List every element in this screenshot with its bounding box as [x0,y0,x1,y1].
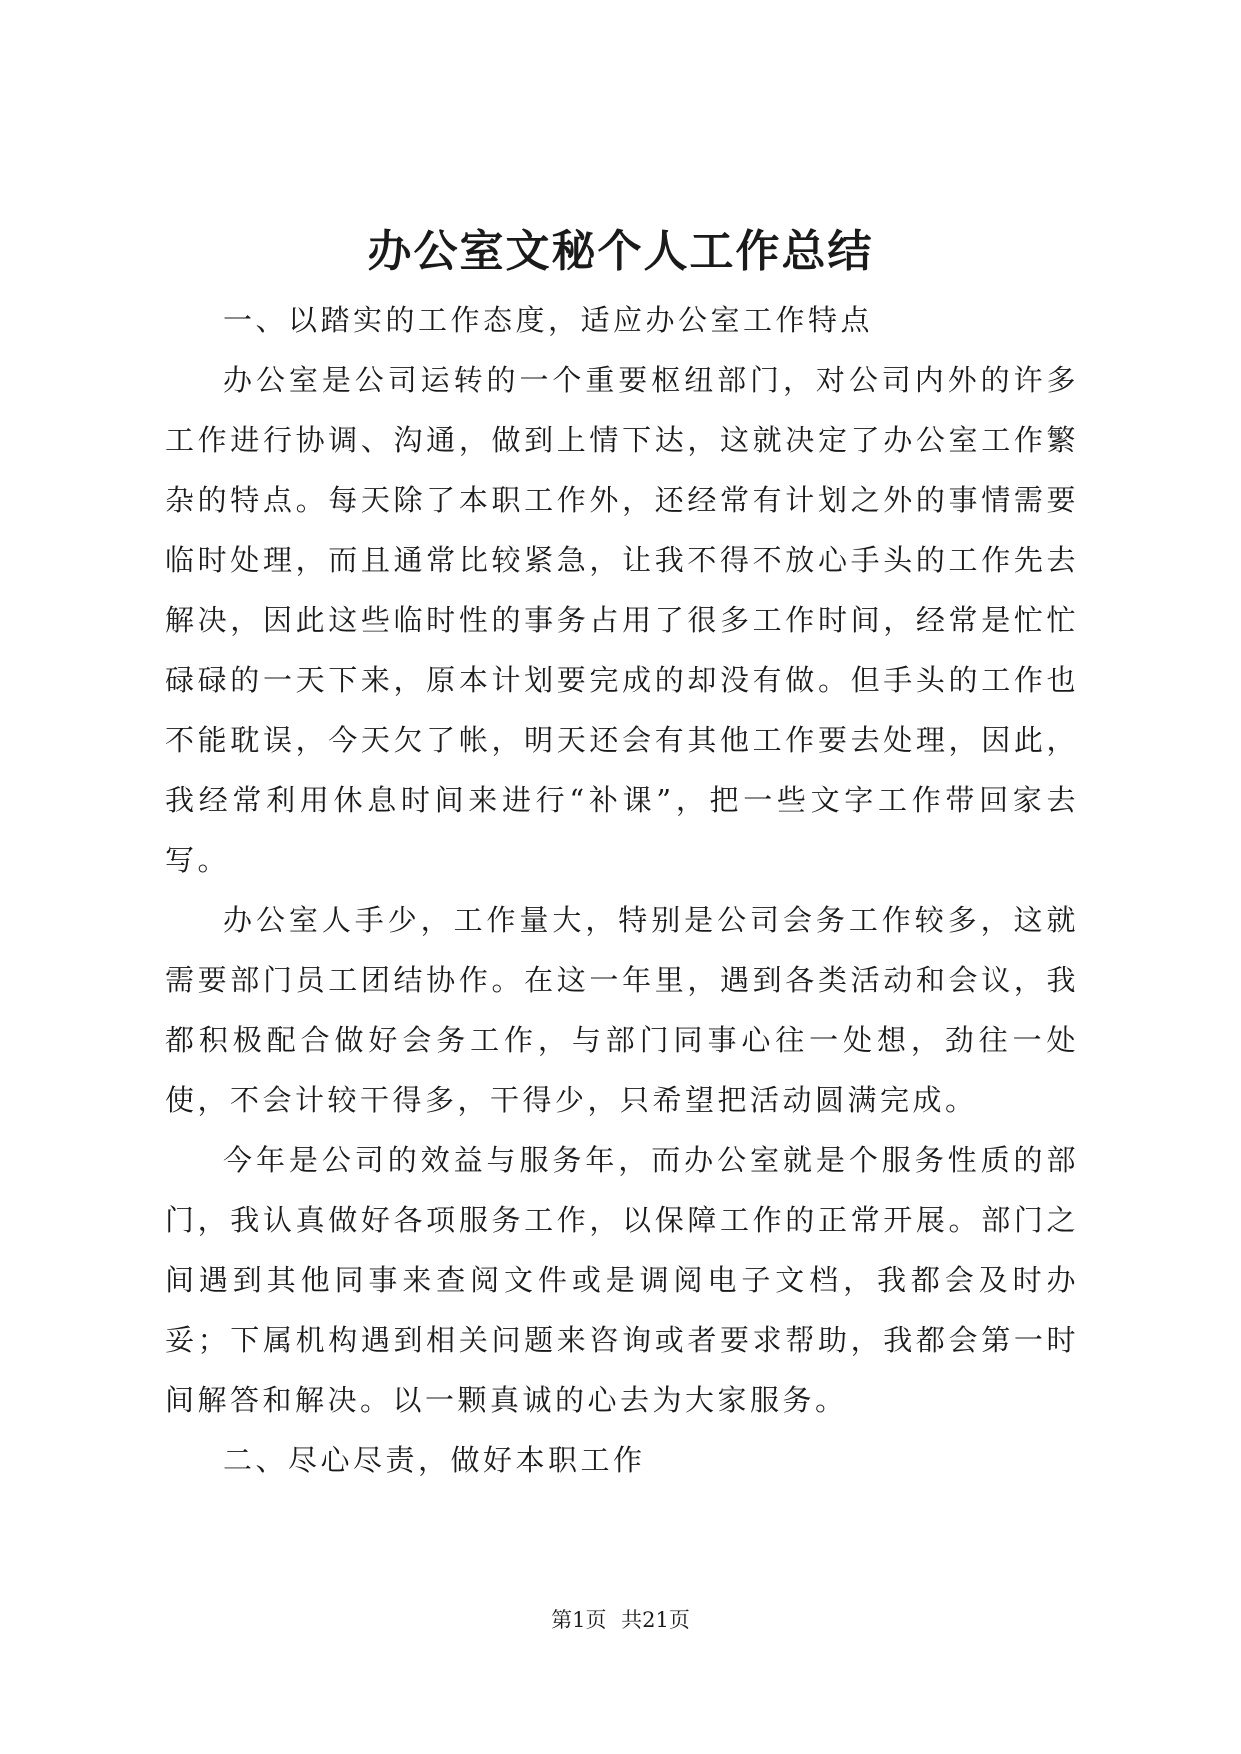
paragraph-2: 办公室人手少，工作量大，特别是公司会务工作较多，这就需要部门员工团结协作。在这一年里，遇到各类活动和会议，我都积极配合做好会务工作，与部门同事心往一处想，劲往一处使，不会计较干得多，干得少，只希望把活动圆满完成。 [165,903,1079,1117]
document-title: 办公室文秘个人工作总结 [367,226,874,277]
document-body [165,290,1079,1490]
page-footer [0,1605,1241,1635]
paragraph-3: 今年是公司的效益与服务年，而办公室就是个服务性质的部门，我认真做好各项服务工作，以保障工作的正常开展。部门之间遇到其他同事来查阅文件或是调阅电子文档，我都会及时办妥；下属机构遇到相关问题来咨询或者要求帮助，我都会第一时间解答和解决。以一颗真诚的心去为大家服务。 [165,1143,1079,1417]
section-heading-2: 二、尽心尽责，做好本职工作 [223,1443,646,1477]
paragraph-1: 办公室是公司运转的一个重要枢纽部门，对公司内外的许多工作进行协调、沟通，做到上情下达，这就决定了办公室工作繁杂的特点。每天除了本职工作外，还经常有计划之外的事情需要临时处理，而且通常比较紧急，让我不得不放心手头的工作先去解决，因此这些临时性的事务占用了很多工作时间，经常是忙忙碌碌的一天下来，原本计划要完成的却没有做。但手头的工作也不能耽误，今天欠了帐，明天还会有其他工作要去处理，因此，我经常利用休息时间来进行“补课”，把一些文字工作带回家去写。 [165,363,1079,877]
page-total: 共21页 [621,1608,690,1632]
page-number: 第1页 [551,1608,607,1632]
section-heading-1: 一、以踏实的工作态度，适应办公室工作特点 [223,303,874,337]
